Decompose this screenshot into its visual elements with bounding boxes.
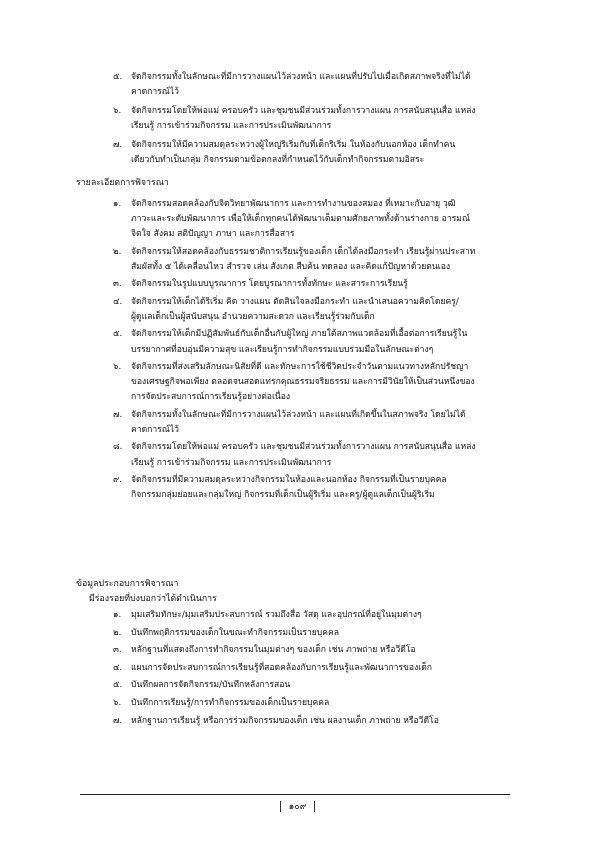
list-item-line — [0, 408, 595, 423]
list-item-line — [0, 138, 595, 153]
item-text: ผู้ดูแลเด็กเป็นผู้สนับสนุน อำนวยความสะดวก และเรียนรู้ร่วมกับเด็ก — [131, 312, 375, 322]
footer-divider-right — [314, 801, 315, 812]
item-text: จัดกิจกรรมให้เด็กมีปฏิสัมพันธ์กับเด็กอื่นกับผู้ใหญ่ ภายใต้สภาพแวดล้อมที่เอื้อต่อการเรียนรู้ใน — [131, 329, 468, 340]
footer-divider-left — [280, 801, 281, 812]
item-text: กิจกรรมกลุ่มย่อยและกลุ่มใหญ่ กิจกรรมที่เด็กเป็นผู้ริเริ่ม และครู/ผู้ดูแลเด็กเป็นผู้ริเริ่ม — [131, 490, 435, 501]
item-number: ๕. — [113, 680, 123, 691]
item-number: ๗. — [113, 139, 123, 150]
list-item-line — [0, 456, 595, 471]
item-text: หลักฐานที่แสดงถึงการทำกิจกรรมในมุมต่างๆ ของเด็ก เช่น ภาพถ่าย หรือวีดีโอ — [131, 645, 416, 656]
item-text: สัมผัสทั้ง ๕ ได้เคลื่อนไหว สำรวจ เล่น สังเกต สืบค้น ทดลอง และคิดแก้ปัญหาด้วยตนเอง — [131, 262, 451, 272]
item-text: การจัดประสบการณ์การเรียนรู้อย่างต่อเนื่อง — [131, 392, 291, 403]
item-number: ๖. — [113, 362, 122, 372]
item-number: ๔. — [113, 662, 123, 673]
item-number: ๙. — [113, 475, 123, 485]
list-item-line — [0, 197, 595, 212]
list-item-line — [0, 696, 595, 711]
item-text: จัดกิจกรรมที่มีความสมดุลระหว่างกิจกรรมในห้องและนอกห้อง กิจกรรมที่เป็นรายบุคคล — [131, 475, 447, 485]
list-item-line — [0, 310, 595, 325]
item-number: ๖. — [113, 105, 122, 116]
list-item-line — [0, 119, 595, 134]
item-text: แผนการจัดประสบการณ์การเรียนรู้ที่สอดคล้องกับการเรียนรู้และพัฒนาการของเด็ก — [131, 662, 432, 673]
list-item-line — [0, 626, 595, 641]
list-item-line — [0, 70, 595, 85]
item-text: คาดการณ์ไว้ — [131, 425, 179, 435]
list-item-line — [0, 212, 595, 227]
item-text: บรรยากาศที่อบอุ่นมีความสุข และเรียนรู้การทำกิจกรรมแบบร่วมมือในลักษณะต่างๆ — [131, 344, 434, 355]
item-text: เรียนรู้ การเข้าร่วมกิจกรรม และการประเมินพัฒนาการ — [131, 121, 332, 132]
item-number: ๕. — [113, 72, 123, 82]
item-number: ๕. — [113, 329, 123, 340]
item-text: ของเศรษฐกิจพอเพียง ตลอดจนสอดแทรกคุณธรรมจริยธรรม และการมีวินัยให้เป็นส่วนหนึ่งของ — [131, 377, 475, 388]
item-text: จิตใจ สังคม สติปัญญา ภาษา และการสื่อสาร — [131, 229, 295, 240]
item-number: ๒. — [113, 246, 122, 257]
list-item-line — [0, 295, 595, 310]
item-text: จัดกิจกรรมโดยให้พ่อแม่ ครอบครัว และชุมชนมีส่วนร่วมทั้งการวางแผน การสนับสนุนสื่อ แหล่ง — [131, 442, 476, 453]
list-item-line — [0, 643, 595, 658]
item-number: ๖. — [113, 698, 122, 708]
list-item-line — [0, 153, 595, 168]
list-item-line — [0, 360, 595, 375]
list-item-line — [0, 678, 595, 693]
item-text: จัดกิจกรรมให้สอดคล้องกับธรรมชาติการเรียนรู้ของเด็ก เด็กได้ลงมือกระทำ เรียนรู้ผ่านประสาท — [131, 246, 476, 257]
list-item-line — [0, 661, 595, 676]
page-number: ๑๐๙ — [288, 802, 307, 812]
item-number: ๘. — [113, 442, 123, 453]
list-item-line — [0, 227, 595, 242]
list-item-line — [0, 390, 595, 405]
item-text: จัดกิจกรรมโดยให้พ่อแม่ ครอบครัว และชุมชนมีส่วนร่วมทั้งการวางแผน การสนับสนุนสื่อ แหล่ง — [131, 105, 476, 116]
item-number: ๒. — [113, 627, 122, 638]
item-text: จัดกิจกรรมที่ส่งเสริมลักษณะนิสัยที่ดี และทักษะการใช้ชีวิตประจำวันตามแนวทางหลักปรัชญา — [131, 362, 469, 372]
list-item-line — [0, 85, 595, 100]
item-text: จัดกิจกรรมให้เด็กได้ริเริ่ม คิด วางแผน ตัดสินใจลงมือกระทำ และนำเสนอความคิดโดยครู/ — [131, 296, 459, 307]
page-footer — [0, 800, 595, 814]
item-number: ๓. — [113, 279, 122, 290]
item-text: จัดกิจกรรมให้มีความสมดุลระหว่างผู้ใหญ่ริเริ่มกับที่เด็กริเริ่ม ในห้องกับนอกห้อง เด็กทำคน — [131, 139, 456, 150]
item-text: บันทึกพฤติกรรมของเด็กในขณะทำกิจกรรมเป็นรายบุคคล — [131, 627, 340, 638]
list-item-line — [0, 245, 595, 260]
list-item-line — [0, 104, 595, 119]
list-item-line — [0, 343, 595, 358]
item-text: จัดกิจกรรมทั้งในลักษณะที่มีการวางแผนไว้ล่วงหน้า และแผนที่เกิดขึ้นในสภาพจริง โดยไม่ได้ — [131, 409, 466, 420]
list-item-line — [0, 440, 595, 455]
list-item-line — [0, 473, 595, 488]
item-text: จัดกิจกรรมสอดคล้องกับจิตวิทยาพัฒนาการ และการทำงานของสมอง ที่เหมาะกับอายุ วุฒิ — [131, 199, 456, 209]
item-number: ๑. — [113, 199, 122, 209]
item-text: คาดการณ์ไว้ — [131, 87, 179, 98]
footer-rule — [80, 794, 510, 795]
item-text: บันทึกผลการจัดกิจกรรม/บันทึกหลังการสอน — [131, 680, 291, 691]
item-number: ๑. — [113, 610, 122, 620]
item-number: ๔. — [113, 296, 123, 307]
evidence-intro: มีร่องรอยที่บ่งบอกว่าได้ดำเนินการ — [89, 594, 217, 604]
item-text: บันทึกการเรียนรู้/การทำกิจกรรมของเด็กเป็นรายบุคคล — [131, 698, 330, 708]
list-item-line — [0, 260, 595, 275]
criteria-heading: รายละเอียดการพิจารณา — [76, 178, 169, 188]
item-number: ๓. — [113, 645, 122, 656]
list-item-line — [0, 277, 595, 292]
list-item-line — [0, 375, 595, 390]
item-text: มุมเสริมทักษะ/มุมเสริมประสบการณ์ รวมถึงสื่อ วัสดุ และอุปกรณ์ที่อยู่ในมุมต่างๆ — [131, 610, 422, 620]
list-item-line — [0, 327, 595, 342]
list-item-line — [0, 714, 595, 729]
list-item-line — [0, 488, 595, 503]
item-number: ๗. — [113, 409, 123, 420]
item-text: หลักฐานการเรียนรู้ หรือการร่วมกิจกรรมของเด็ก เช่น ผลงานเด็ก ภาพถ่าย หรือวีดีโอ — [131, 715, 439, 726]
item-text: เรียนรู้ การเข้าร่วมกิจกรรม และการประเมินพัฒนาการ — [131, 457, 332, 468]
item-number: ๗. — [113, 715, 123, 726]
item-text: จัดกิจกรรมในรูปแบบบูรณาการ โดยบูรณาการทั้งทักษะ และสาระการเรียนรู้ — [131, 279, 408, 290]
evidence-heading: ข้อมูลประกอบการพิจารณา — [76, 579, 179, 589]
item-text: เดียวกับทำเป็นกลุ่ม กิจกรรมตามข้อตกลงที่กำหนดไว้กับเด็กทำกิจกรรมตามอิสระ — [131, 155, 425, 165]
item-text: ภาวะและระดับพัฒนาการ เพื่อให้เด็กทุกคนได้พัฒนาเต็มตามศักยภาพทั้งด้านร่างกาย อารมณ์ — [131, 214, 470, 225]
list-item-line — [0, 423, 595, 438]
item-text: จัดกิจกรรมทั้งในลักษณะที่มีการวางแผนไว้ล่วงหน้า และแผนที่ปรับไปเมื่อเกิดสภาพจริงที่ไม่ได้ — [131, 72, 471, 82]
list-item-line — [0, 608, 595, 623]
